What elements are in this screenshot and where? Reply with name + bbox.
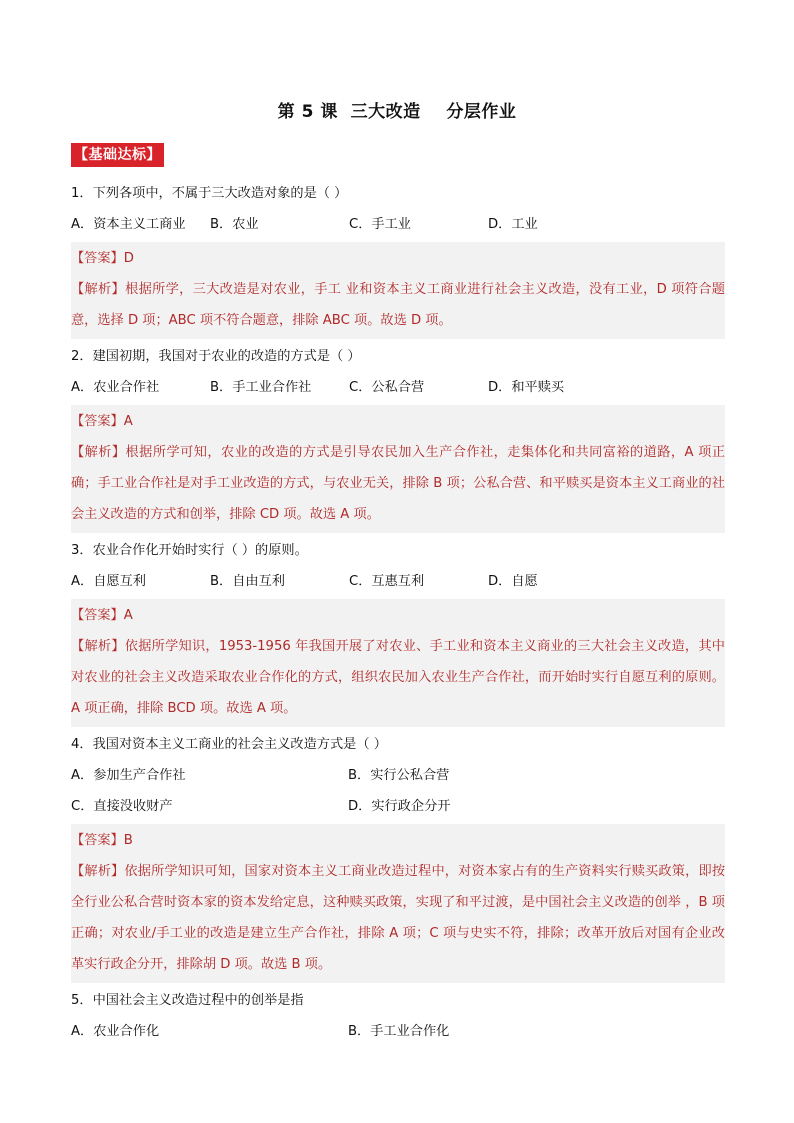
answer-value: B	[123, 833, 133, 848]
answer-label: 【答案】	[71, 414, 124, 429]
analysis-text: 根据所学可知，农业的改造的方式是引导农民加入生产合作社，走集体化和共同富裕的道路，A 项正确；手工业合作社是对手工业改造的方式，与农业无关，排除 B 项；公私合营、和平赎买是资本主义工商业的社会主义改造的方式和创举，排除 CD 项。故选 A 项。	[71, 445, 726, 522]
question-stem: 5．中国社会主义改造过程中的创举是指	[71, 993, 304, 1008]
question-list	[71, 178, 725, 1047]
option-c: C．直接没收财产	[71, 799, 173, 814]
option-b: B．手工业合作化	[348, 1024, 450, 1039]
question-4	[71, 729, 725, 983]
analysis-label: 【解析】	[71, 282, 126, 297]
option-a: A．参加生产合作社	[71, 768, 186, 783]
analysis-line	[71, 274, 725, 336]
analysis-text: 根据所学，三大改造是对农业，手工 业和资本主义工商业进行社会主义改造，没有工业，D 项符合题意，选择 D 项；ABC 项不符合题意，排除 ABC 项。故选 D 项。	[71, 282, 725, 328]
option-b: B．自由互利	[210, 574, 285, 589]
answer-box	[71, 599, 725, 727]
analysis-text: 依据所学知识，1953-1956 年我国开展了对农业、手工业和资本主义商业的三大社会主义改造，其中对农业的社会主义改造采取农业合作化的方式，组织农民加入农业生产合作社，而开始时实行自愿互利的原则。A 项正确，排除 BCD 项。故选 A 项。	[71, 639, 725, 716]
option-d: D．工业	[488, 217, 538, 232]
answer-value: A	[123, 414, 133, 429]
answer-label: 【答案】	[71, 833, 124, 848]
answer-box	[71, 405, 725, 533]
option-d: D．实行政企分开	[348, 799, 451, 814]
analysis-label: 【解析】	[71, 864, 125, 879]
answer-line	[71, 406, 725, 437]
option-c: C．公私合营	[349, 380, 425, 395]
answer-label: 【答案】	[71, 251, 124, 266]
options-row	[71, 566, 725, 597]
question-2	[71, 341, 725, 533]
question-stem: 2．建国初期，我国对于农业的改造的方式是（ ）	[71, 349, 361, 364]
analysis-text: 依据所学知识可知，国家对资本主义工商业改造过程中，对资本家占有的生产资料实行赎买政策，即按全行业公私合营时资本家的资本发给定息，这种赎买政策，实现了和平过渡，是中国社会主义改造的创举 ，B 项正确；对农业/手工业的改造是建立生产合作社，排除 A 项；C 项与史实不符，排除；改革开放后对国有企业改革实行政企分开，排除胡 D 项。故选 B 项。	[71, 864, 726, 972]
answer-line	[71, 825, 725, 856]
answer-box	[71, 824, 725, 983]
options-row	[71, 209, 725, 240]
answer-line	[71, 600, 725, 631]
analysis-label: 【解析】	[71, 639, 125, 654]
analysis-line	[71, 631, 725, 724]
answer-value: D	[123, 251, 134, 266]
option-a: A．农业合作化	[71, 1024, 160, 1039]
option-b: B．手工业合作社	[210, 380, 312, 395]
analysis-line	[71, 856, 725, 980]
analysis-label: 【解析】	[71, 445, 126, 460]
option-c: C．互惠互利	[349, 574, 425, 589]
question-stem: 1．下列各项中，不属于三大改造对象的是（ ）	[71, 186, 348, 201]
answer-line	[71, 243, 725, 274]
page-title: 第 5 课 三大改造 分层作业	[277, 102, 517, 122]
question-stem: 3．农业合作化开始时实行（ ）的原则。	[71, 543, 308, 558]
option-b: B．实行公私合营	[348, 768, 450, 783]
option-b: B．农业	[210, 217, 259, 232]
options-row	[71, 1016, 725, 1047]
option-a: A．资本主义工商业	[71, 217, 186, 232]
options-row	[71, 760, 725, 791]
option-d: D．自愿	[488, 574, 538, 589]
question-5	[71, 985, 725, 1047]
analysis-line	[71, 437, 725, 530]
question-stem: 4．我国对资本主义工商业的社会主义改造方式是（ ）	[71, 737, 387, 752]
answer-box	[71, 242, 725, 339]
options-row	[71, 791, 725, 822]
answer-value: A	[123, 608, 133, 623]
question-1	[71, 178, 725, 339]
question-3	[71, 535, 725, 727]
option-d: D．和平赎买	[488, 380, 565, 395]
option-a: A．农业合作社	[71, 380, 160, 395]
option-c: C．手工业	[349, 217, 411, 232]
option-a: A．自愿互利	[71, 574, 146, 589]
section-badge: 【基础达标】	[71, 143, 164, 167]
options-row	[71, 372, 725, 403]
answer-label: 【答案】	[71, 608, 124, 623]
